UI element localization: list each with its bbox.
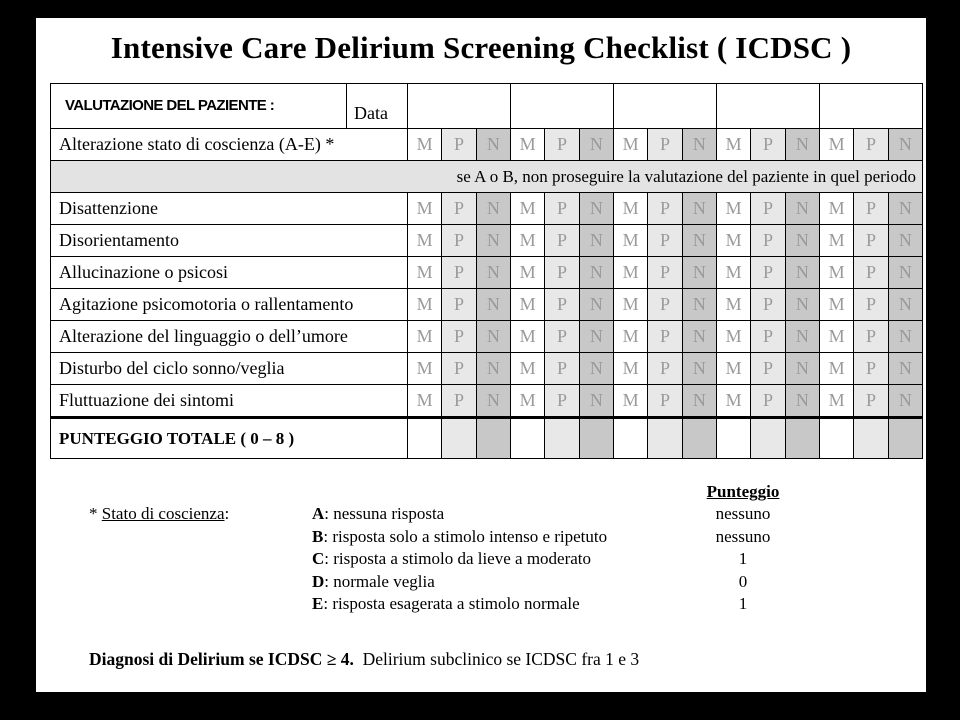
score-cell-m[interactable]: M xyxy=(820,193,854,225)
legend-score: nessuno xyxy=(715,526,771,546)
item-label: Allucinazione o psicosi xyxy=(51,257,408,289)
score-cell-m[interactable]: M xyxy=(820,225,854,257)
score-cell-n[interactable]: N xyxy=(476,129,510,161)
item-label: Disattenzione xyxy=(51,193,408,225)
total-cell-m[interactable] xyxy=(511,418,545,459)
score-cell-p[interactable]: P xyxy=(751,257,785,289)
total-cell-n[interactable] xyxy=(888,418,922,459)
score-cell-n[interactable]: N xyxy=(682,193,716,225)
score-cell-m[interactable]: M xyxy=(717,289,751,321)
total-cell-m[interactable] xyxy=(717,418,751,459)
legend-item xyxy=(312,503,607,526)
score-cell-n[interactable]: N xyxy=(476,225,510,257)
score-cell-p[interactable]: P xyxy=(442,193,476,225)
score-cell-p[interactable]: P xyxy=(545,289,579,321)
score-cell-m[interactable]: M xyxy=(511,129,545,161)
legend-letter: A xyxy=(312,504,325,523)
score-cell-m[interactable]: M xyxy=(820,353,854,385)
item-row xyxy=(51,289,923,321)
score-cell-p[interactable]: P xyxy=(545,353,579,385)
diagnosis-note xyxy=(89,649,639,670)
date-cell[interactable] xyxy=(511,84,614,129)
diagnosis-rest: Delirium subclinico se ICDSC fra 1 e 3 xyxy=(353,649,640,669)
score-cell-m[interactable]: M xyxy=(717,193,751,225)
score-cell-m[interactable]: M xyxy=(408,257,442,289)
score-cell-n[interactable]: N xyxy=(888,129,922,161)
score-cell-p[interactable]: P xyxy=(442,385,476,418)
score-cell-n[interactable]: N xyxy=(888,225,922,257)
total-cell-n[interactable] xyxy=(682,418,716,459)
total-cell-n[interactable] xyxy=(476,418,510,459)
item-label: Disturbo del ciclo sonno/veglia xyxy=(51,353,408,385)
notice-row xyxy=(51,161,923,193)
score-cell-n[interactable]: N xyxy=(579,385,613,418)
score-cell-m[interactable]: M xyxy=(820,321,854,353)
score-cell-p[interactable]: P xyxy=(854,385,888,418)
score-header: Punteggio xyxy=(706,482,780,501)
total-cell-m[interactable] xyxy=(408,418,442,459)
legend-text: : nessuna risposta xyxy=(324,504,445,523)
score-cell-m[interactable]: M xyxy=(408,225,442,257)
date-cell[interactable] xyxy=(614,84,717,129)
score-cell-p[interactable]: P xyxy=(751,129,785,161)
checklist-sheet xyxy=(36,18,926,692)
score-cell-m[interactable]: M xyxy=(717,353,751,385)
score-cell-n[interactable]: N xyxy=(785,289,819,321)
score-cell-p[interactable]: P xyxy=(545,385,579,418)
legend-score: 1 xyxy=(738,549,748,568)
legend-score: 0 xyxy=(738,571,748,591)
score-cell-p[interactable]: P xyxy=(545,129,579,161)
total-row xyxy=(51,418,923,459)
score-cell-n[interactable]: N xyxy=(888,321,922,353)
legend-text: : normale veglia xyxy=(324,571,435,591)
legend-stato-label: Stato di coscienza xyxy=(101,504,225,523)
score-cell-p[interactable]: P xyxy=(545,225,579,257)
total-cell-p[interactable] xyxy=(442,418,476,459)
assessment-table xyxy=(50,83,923,459)
item-label: Alterazione del linguaggio o dell’umore xyxy=(51,321,408,353)
score-cell-m[interactable]: M xyxy=(614,129,648,161)
score-cell-p[interactable]: P xyxy=(854,225,888,257)
item-row xyxy=(51,225,923,257)
score-cell-p[interactable]: P xyxy=(442,289,476,321)
score-cell-n[interactable]: N xyxy=(476,289,510,321)
score-cell-p[interactable]: P xyxy=(442,129,476,161)
score-cell-n[interactable]: N xyxy=(476,193,510,225)
header-cell xyxy=(51,84,408,129)
score-cell-n[interactable]: N xyxy=(785,353,819,385)
score-cell-p[interactable]: P xyxy=(751,353,785,385)
item-label: Alterazione stato di coscienza (A-E) * xyxy=(51,129,408,161)
score-cell-n[interactable]: N xyxy=(579,353,613,385)
score-cell-n[interactable]: N xyxy=(785,257,819,289)
total-cell-n[interactable] xyxy=(579,418,613,459)
score-cell-m[interactable]: M xyxy=(717,225,751,257)
score-cell-p[interactable]: P xyxy=(545,321,579,353)
score-cell-m[interactable]: M xyxy=(511,193,545,225)
legend-letter: D xyxy=(312,571,325,591)
score-cell-n[interactable]: N xyxy=(476,385,510,418)
score-cell-m[interactable]: M xyxy=(820,385,854,418)
score-cell-n[interactable]: N xyxy=(785,129,819,161)
total-cell-p[interactable] xyxy=(751,418,785,459)
notice-text: se A o B, non proseguire la valutazione del paziente in quel periodo xyxy=(51,161,923,193)
item-row xyxy=(51,193,923,225)
score-cell-n[interactable]: N xyxy=(579,289,613,321)
score-cell-m[interactable]: M xyxy=(511,385,545,418)
header-row xyxy=(51,84,923,129)
score-cell-m[interactable]: M xyxy=(820,257,854,289)
score-cell-p[interactable]: P xyxy=(751,321,785,353)
score-cell-m[interactable]: M xyxy=(408,353,442,385)
score-cell-m[interactable]: M xyxy=(717,129,751,161)
score-cell-n[interactable]: N xyxy=(579,321,613,353)
score-cell-p[interactable]: P xyxy=(648,289,682,321)
score-cell-n[interactable]: N xyxy=(785,225,819,257)
diagnosis-bold: Diagnosi di Delirium se ICDSC ≥ 4. xyxy=(89,649,354,669)
legend-score: 1 xyxy=(738,594,748,613)
score-cell-p[interactable]: P xyxy=(442,257,476,289)
score-cell-p[interactable]: P xyxy=(648,385,682,418)
score-cell-p[interactable]: P xyxy=(442,321,476,353)
score-cell-n[interactable]: N xyxy=(476,321,510,353)
legend-scores xyxy=(698,503,788,616)
total-cell-p[interactable] xyxy=(648,418,682,459)
page-title: Intensive Care Delirium Screening Checklist ( ICDSC ) xyxy=(110,30,852,65)
score-cell-n[interactable]: N xyxy=(682,385,716,418)
score-cell-m[interactable]: M xyxy=(408,321,442,353)
score-cell-m[interactable]: M xyxy=(408,289,442,321)
total-cell-m[interactable] xyxy=(614,418,648,459)
score-cell-n[interactable]: N xyxy=(785,385,819,418)
score-cell-p[interactable]: P xyxy=(648,321,682,353)
score-cell-m[interactable]: M xyxy=(511,257,545,289)
score-cell-m[interactable]: M xyxy=(511,225,545,257)
legend-item xyxy=(312,548,607,571)
score-cell-m[interactable]: M xyxy=(408,385,442,418)
score-cell-m[interactable]: M xyxy=(614,225,648,257)
score-cell-n[interactable]: N xyxy=(476,353,510,385)
score-cell-m[interactable]: M xyxy=(511,353,545,385)
score-cell-m[interactable]: M xyxy=(614,321,648,353)
score-cell-m[interactable]: M xyxy=(717,321,751,353)
score-cell-p[interactable]: P xyxy=(751,193,785,225)
legend-letter: C xyxy=(312,549,325,568)
total-cell-n[interactable] xyxy=(785,418,819,459)
score-cell-p[interactable]: P xyxy=(442,353,476,385)
score-cell-p[interactable]: P xyxy=(854,129,888,161)
item-row xyxy=(51,257,923,289)
score-cell-p[interactable]: P xyxy=(751,225,785,257)
item-row xyxy=(51,353,923,385)
score-cell-m[interactable]: M xyxy=(408,193,442,225)
score-cell-n[interactable]: N xyxy=(682,353,716,385)
score-cell-p[interactable]: P xyxy=(854,193,888,225)
score-cell-m[interactable]: M xyxy=(408,129,442,161)
score-cell-p[interactable]: P xyxy=(648,129,682,161)
date-label: Data xyxy=(354,103,388,123)
legend-letter: B xyxy=(312,526,324,546)
date-cell[interactable] xyxy=(408,84,511,129)
score-cell-n[interactable]: N xyxy=(682,257,716,289)
score-cell-m[interactable]: M xyxy=(614,193,648,225)
score-cell-n[interactable]: N xyxy=(888,353,922,385)
score-cell-n[interactable]: N xyxy=(682,321,716,353)
item-row xyxy=(51,129,923,161)
legend-score: nessuno xyxy=(715,504,771,523)
score-cell-m[interactable]: M xyxy=(511,289,545,321)
score-cell-p[interactable]: P xyxy=(751,289,785,321)
score-cell-n[interactable]: N xyxy=(682,289,716,321)
score-cell-p[interactable]: P xyxy=(545,257,579,289)
score-cell-p[interactable]: P xyxy=(648,225,682,257)
score-cell-m[interactable]: M xyxy=(614,289,648,321)
total-cell-p[interactable] xyxy=(545,418,579,459)
score-cell-m[interactable]: M xyxy=(511,321,545,353)
item-label: Agitazione psicomotoria o rallentamento xyxy=(51,289,408,321)
score-cell-n[interactable]: N xyxy=(579,193,613,225)
score-cell-p[interactable]: P xyxy=(854,353,888,385)
score-cell-p[interactable]: P xyxy=(854,257,888,289)
score-cell-p[interactable]: P xyxy=(751,385,785,418)
score-cell-p[interactable]: P xyxy=(648,193,682,225)
score-cell-n[interactable]: N xyxy=(579,225,613,257)
score-cell-n[interactable]: N xyxy=(888,257,922,289)
score-cell-n[interactable]: N xyxy=(579,129,613,161)
score-cell-p[interactable]: P xyxy=(545,193,579,225)
legend-text: : risposta solo a stimolo intenso e ripetuto xyxy=(323,526,608,546)
legend-stato: * Stato di coscienza: xyxy=(89,504,230,523)
item-row xyxy=(51,321,923,353)
score-cell-p[interactable]: P xyxy=(648,353,682,385)
score-cell-n[interactable]: N xyxy=(682,129,716,161)
score-cell-n[interactable]: N xyxy=(476,257,510,289)
score-cell-n[interactable]: N xyxy=(682,225,716,257)
item-row xyxy=(51,385,923,418)
score-cell-n[interactable]: N xyxy=(579,257,613,289)
item-label: Fluttuazione dei sintomi xyxy=(51,385,408,418)
section-label: VALUTAZIONE DEL PAZIENTE : xyxy=(65,97,275,114)
score-cell-p[interactable]: P xyxy=(442,225,476,257)
score-cell-m[interactable]: M xyxy=(820,129,854,161)
legend-text: : risposta a stimolo da lieve a moderato xyxy=(324,549,592,568)
legend-item xyxy=(312,526,607,549)
total-cell-m[interactable] xyxy=(820,418,854,459)
legend-item xyxy=(312,593,607,616)
score-cell-m[interactable]: M xyxy=(820,289,854,321)
score-cell-n[interactable]: N xyxy=(888,385,922,418)
item-label: Disorientamento xyxy=(51,225,408,257)
score-cell-m[interactable]: M xyxy=(614,257,648,289)
score-cell-n[interactable]: N xyxy=(785,193,819,225)
score-cell-p[interactable]: P xyxy=(854,289,888,321)
legend-item xyxy=(312,571,607,594)
legend-letter: E xyxy=(312,594,324,613)
date-cell[interactable] xyxy=(717,84,820,129)
total-cell-p[interactable] xyxy=(854,418,888,459)
score-cell-p[interactable]: P xyxy=(854,321,888,353)
score-cell-n[interactable]: N xyxy=(888,289,922,321)
score-cell-p[interactable]: P xyxy=(648,257,682,289)
score-cell-m[interactable]: M xyxy=(614,385,648,418)
total-label: PUNTEGGIO TOTALE ( 0 – 8 ) xyxy=(51,418,408,459)
score-cell-m[interactable]: M xyxy=(717,385,751,418)
score-cell-n[interactable]: N xyxy=(785,321,819,353)
score-cell-n[interactable]: N xyxy=(888,193,922,225)
legend-items xyxy=(312,503,607,616)
date-cell[interactable] xyxy=(820,84,923,129)
score-cell-m[interactable]: M xyxy=(717,257,751,289)
score-cell-m[interactable]: M xyxy=(614,353,648,385)
legend-text: : risposta esagerata a stimolo normale xyxy=(323,594,580,613)
